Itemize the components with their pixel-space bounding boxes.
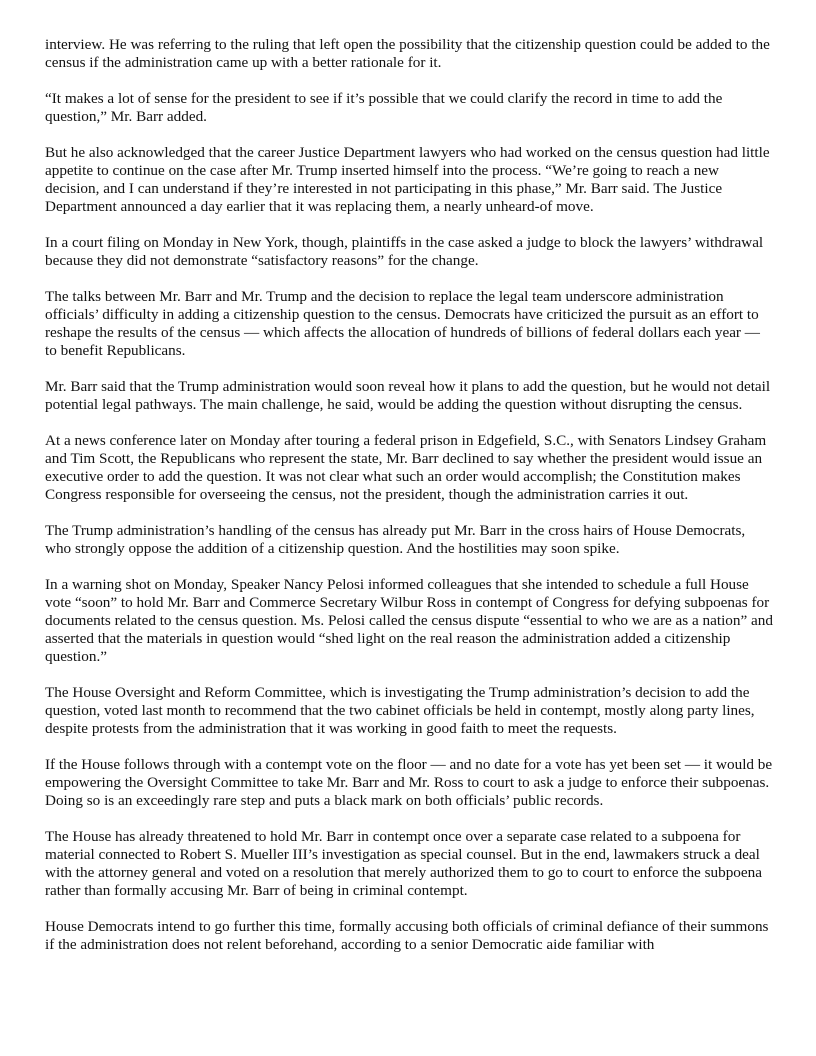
paragraph: If the House follows through with a contempt vote on the floor — and no date for a vote has yet been set — it would be empowering the Oversight Committee to take Mr. Barr and Mr. Ross to court to ask a judge to enforce their subpoenas. Doing so is an exceedingly rare step and puts a black mark on both officials’ public records. xyxy=(45,756,773,809)
paragraph: The House has already threatened to hold Mr. Barr in contempt once over a separate case related to a subpoena for material connected to Robert S. Mueller III’s investigation as special counsel. But in the end, lawmakers struck a deal with the attorney general and voted on a resolution that merely authorized them to go to court to enforce the subpoena rather than formally accusing Mr. Barr of being in criminal contempt. xyxy=(45,828,762,899)
paragraph: In a warning shot on Monday, Speaker Nancy Pelosi informed colleagues that she intended to schedule a full House vote “soon” to hold Mr. Barr and Commerce Secretary Wilbur Ross in contempt of Congress for defying subpoenas for documents related to the census question. Ms. Pelosi called the census dispute “essential to who we are as a nation” and asserted that the materials in question would “shed light on the real reason the administration added a citizenship question.” xyxy=(45,576,773,665)
paragraph: In a court filing on Monday in New York, though, plaintiffs in the case asked a judge to block the lawyers’ withdrawal because they did not demonstrate “satisfactory reasons” for the change. xyxy=(45,234,764,269)
paragraph: “It makes a lot of sense for the president to see if it’s possible that we could clarify the record in time to add the question,” Mr. Barr added. xyxy=(45,90,723,125)
paragraph: At a news conference later on Monday after touring a federal prison in Edgefield, S.C., with Senators Lindsey Graham and Tim Scott, the Republicans who represent the state, Mr. Barr declined to say whether the president would issue an executive order to add the question. It was not clear what such an order would accomplish; the Constitution makes Congress responsible for overseeing the census, not the president, though the administration carries it out. xyxy=(45,432,767,503)
paragraph: But he also acknowledged that the career Justice Department lawyers who had worked on the census question had little appetite to continue on the case after Mr. Trump inserted himself into the process. “We’re going to reach a new decision, and I can understand if they’re interested in not participating in this phase,” Mr. Barr said. The Justice Department announced a day earlier that it was replacing them, a nearly unheard-of move. xyxy=(45,144,770,215)
paragraph: interview. He was referring to the ruling that left open the possibility that the citizenship question could be added to the census if the administration came up with a better rationale for it. xyxy=(45,36,770,71)
paragraph: House Democrats intend to go further this time, formally accusing both officials of criminal defiance of their summons if the administration does not relent beforehand, according to a senior Democratic aide familiar with xyxy=(45,918,769,953)
paragraph: The Trump administration’s handling of the census has already put Mr. Barr in the cross hairs of House Democrats, who strongly oppose the addition of a citizenship question. And the hostilities may soon spike. xyxy=(45,522,746,557)
article-body xyxy=(45,36,775,972)
paragraph: The House Oversight and Reform Committee, which is investigating the Trump administration’s decision to add the question, voted last month to recommend that the two cabinet officials be held in contempt, mostly along party lines, despite protests from the administration that it was working in good faith to meet the requests. xyxy=(45,684,755,737)
paragraph: Mr. Barr said that the Trump administration would soon reveal how it plans to add the question, but he would not detail potential legal pathways. The main challenge, he said, would be adding the question without disrupting the census. xyxy=(45,378,771,413)
paragraph: The talks between Mr. Barr and Mr. Trump and the decision to replace the legal team underscore administration officials’ difficulty in adding a citizenship question to the census. Democrats have criticized the pursuit as an effort to reshape the results of the census — which affects the allocation of hundreds of billions of federal dollars each year — to benefit Republicans. xyxy=(45,288,760,359)
